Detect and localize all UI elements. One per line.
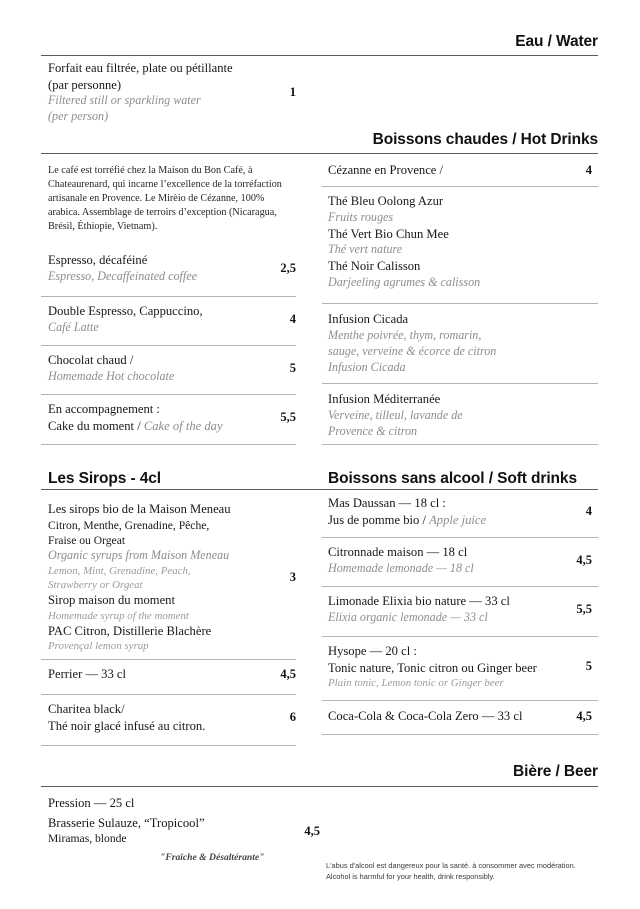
menu-item-text xyxy=(48,252,252,285)
item-name-fr: Sirop maison du moment xyxy=(48,593,175,608)
item-price: 5,5 xyxy=(280,410,296,425)
item-name-fr: Citronnade maison — 18 cl xyxy=(328,545,468,559)
item-name-fr-line2 xyxy=(48,418,252,435)
item-name-fr: Thé Bleu Oolong Azur xyxy=(328,194,444,208)
section-header-water: Eau / Water xyxy=(515,33,598,50)
legal-disclaimer xyxy=(326,860,606,883)
item-divider xyxy=(41,745,296,746)
item-name-en-line2: (per person) xyxy=(48,109,109,124)
item-name-fr: Limonade Elixia bio nature — 33 cl xyxy=(328,594,510,608)
item-price: 4 xyxy=(585,162,592,177)
item-name-fr-line2 xyxy=(328,512,552,529)
menu-item-charitea-black xyxy=(48,701,296,734)
item-divider xyxy=(322,700,598,701)
menu-item-text xyxy=(328,495,552,528)
item-divider xyxy=(322,636,598,637)
item-name-en: Thé vert nature xyxy=(328,242,403,257)
menu-item-text xyxy=(48,60,252,125)
item-price: 4,5 xyxy=(280,666,296,681)
section-header-soft-drinks: Boissons sans alcool / Soft drinks xyxy=(328,470,577,487)
item-name-fr: Double Espresso, Cappuccino, xyxy=(48,304,203,318)
section-rule-water xyxy=(41,55,598,56)
item-price: 5 xyxy=(585,659,592,674)
item-divider xyxy=(322,537,598,538)
menu-item-hysope xyxy=(328,643,592,690)
item-name-fr: Cézanne en Provence / xyxy=(328,163,444,177)
section-header-syrups: Les Sirops - 4cl xyxy=(48,470,161,487)
menu-item-infusion-cicada xyxy=(328,311,592,375)
item-divider xyxy=(322,383,598,384)
item-name-fr-line2: (par personne) xyxy=(48,77,122,92)
section-rule-hot-drinks xyxy=(41,153,598,154)
item-name-fr: Les sirops bio de la Maison Meneau xyxy=(48,502,231,516)
item-name-en-line1: Verveine, tilleul, lavande de xyxy=(328,407,463,422)
item-divider xyxy=(41,394,296,395)
item-name-fr: Chocolat chaud / xyxy=(48,353,134,367)
item-name-fr-line1: Pression — 25 cl xyxy=(48,796,135,810)
item-name-en-line3: Infusion Cicada xyxy=(328,359,406,374)
item-name-fr: Thé Noir Calisson xyxy=(328,259,421,274)
item-detail-fr: Fraise ou Orgeat xyxy=(48,533,126,547)
item-price: 2,5 xyxy=(280,260,296,275)
item-name-fr-line2: Brasserie Sulauze, “Tropicool” xyxy=(48,815,205,830)
item-name-fr-line1: En accompagnement : xyxy=(48,402,160,416)
item-name-fr: Infusion Méditerranée xyxy=(328,392,441,406)
menu-item-thes xyxy=(328,193,592,291)
menu-item-chocolat-chaud xyxy=(48,352,296,385)
section-rule-syrups-softdrinks xyxy=(41,489,598,490)
menu-item-text xyxy=(328,643,552,690)
item-divider xyxy=(41,694,296,695)
menu-item-espresso xyxy=(48,252,296,285)
item-price: 4 xyxy=(585,504,592,519)
item-price: 5,5 xyxy=(576,601,592,616)
item-divider xyxy=(41,659,296,660)
item-divider xyxy=(41,296,296,297)
item-name-en-line1: Filtered still or sparkling water xyxy=(48,93,201,108)
section-rule-beer xyxy=(41,786,598,787)
menu-item-text xyxy=(48,401,252,434)
legal-disclaimer-fr: L'abus d'alcool est dangereux pour la santé. à consommer avec modération. xyxy=(326,861,576,870)
item-divider xyxy=(322,734,598,735)
item-divider xyxy=(41,345,296,346)
item-name-fr-line2: Tonic nature, Tonic citron ou Ginger beer xyxy=(328,660,537,675)
item-detail-en: Strawberry or Orgeat xyxy=(48,578,143,591)
item-name-fr: Espresso, décaféiné xyxy=(48,253,148,267)
item-name-fr-line1: Hysope — 20 cl : xyxy=(328,644,417,658)
item-name-fr-line1: Mas Daussan — 18 cl : xyxy=(328,496,446,510)
menu-item-infusion-mediterranee xyxy=(328,391,592,440)
item-name-fr: Cake du moment / xyxy=(48,418,141,433)
item-name-en: Espresso, Decaffeinated coffee xyxy=(48,268,197,283)
menu-item-text xyxy=(48,701,252,734)
item-name-fr-line1: Charitea black/ xyxy=(48,702,125,716)
item-name-en: Café Latte xyxy=(48,319,99,334)
item-divider xyxy=(322,586,598,587)
menu-item-text xyxy=(328,708,552,725)
item-name-fr: Perrier — 33 cl xyxy=(48,667,126,681)
menu-item-text xyxy=(328,162,552,179)
menu-item-mas-daussan xyxy=(328,495,592,528)
item-name-fr: Thé Vert Bio Chun Mee xyxy=(328,226,449,241)
menu-item-citronnade-maison xyxy=(328,544,592,577)
item-name-en: Plain tonic, Lemon tonic or Ginger beer xyxy=(328,677,504,690)
menu-item-sirops-bio xyxy=(48,501,296,654)
menu-item-double-espresso xyxy=(48,303,296,336)
item-name-en: Provençal lemon syrup xyxy=(48,640,149,653)
menu-item-text xyxy=(328,593,552,626)
menu-item-text xyxy=(48,352,252,385)
menu-item-limonade-elixia xyxy=(328,593,592,626)
item-name-fr-line3: Miramas, blonde xyxy=(48,832,127,846)
item-divider xyxy=(322,186,598,187)
item-name-fr-line1: Forfait eau filtrée, plate ou pétillante xyxy=(48,61,233,75)
item-price: 4 xyxy=(289,311,296,326)
item-name-en-line2: Provence & citron xyxy=(328,423,418,438)
section-header-beer: Bière / Beer xyxy=(513,763,598,780)
item-name-fr: Coca-Cola & Coca-Cola Zero — 33 cl xyxy=(328,709,523,723)
item-price: 6 xyxy=(289,710,296,725)
item-price: 4,5 xyxy=(304,824,320,838)
item-price: 4,5 xyxy=(576,552,592,567)
menu-item-pression xyxy=(48,795,288,846)
item-price: 1 xyxy=(289,85,296,100)
legal-disclaimer-en: Alcohol is harmful for your health, drink responsibly. xyxy=(326,872,495,882)
item-name-en: Homemade lemonade — 18 cl xyxy=(328,560,474,575)
item-detail-fr: Citron, Menthe, Grenadine, Pêche, xyxy=(48,518,210,532)
menu-item-coca-cola xyxy=(328,708,592,725)
item-divider xyxy=(322,444,598,445)
item-price: 3 xyxy=(289,569,296,584)
item-detail-en: Lemon, Mint, Grenadine, Peach, xyxy=(48,564,191,577)
item-divider xyxy=(41,444,296,445)
item-name-en: Fruits rouges xyxy=(328,209,394,224)
menu-item-perrier xyxy=(48,666,296,683)
item-price: 5 xyxy=(289,360,296,375)
coffee-description: Le café est torréfié chez la Maison du Bon Café, à Chateaurenard, qui incarne l’excellence de la torréfaction artisanale en Provence. Le Mirèio de Cézanne, 100% arabica. Assemblage de terroirs d’exception (Nicaragua, Brésil, Éthiopie, Vietnam). xyxy=(48,165,282,233)
beer-tagline: "Fraîche & Désaltérante" xyxy=(160,852,265,863)
item-divider xyxy=(322,303,598,304)
item-name-en: Organic syrups from Maison Meneau xyxy=(48,547,230,562)
item-name-en: Apple juice xyxy=(429,512,487,527)
menu-item-text xyxy=(48,303,252,336)
item-name-en-line1: Menthe poivrée, thym, romarin, xyxy=(328,327,482,342)
menu-item-forfait-eau xyxy=(48,60,296,125)
menu-item-text xyxy=(48,666,252,683)
menu-item-text xyxy=(48,501,252,654)
item-name-en: Homemade syrup of the moment xyxy=(48,609,189,622)
item-name-fr: Jus de pomme bio / xyxy=(328,512,426,527)
item-name-en-line2: sauge, verveine & écorce de citron xyxy=(328,343,497,358)
item-name-en: Cake of the day xyxy=(143,418,223,433)
item-name-en: Darjeeling agrumes & calisson xyxy=(328,274,481,289)
item-name-fr: Infusion Cicada xyxy=(328,312,409,326)
item-name-en: Elixia organic lemonade — 33 cl xyxy=(328,609,488,624)
item-name-fr: PAC Citron, Distillerie Blachère xyxy=(48,623,212,638)
section-header-hot-drinks: Boissons chaudes / Hot Drinks xyxy=(372,131,598,148)
item-name-fr-line2: Thé noir glacé infusé au citron. xyxy=(48,718,206,733)
menu-item-cake-du-moment xyxy=(48,401,296,434)
menu-item-cezanne-en-provence xyxy=(328,162,592,179)
menu-item-text xyxy=(328,544,552,577)
item-price: 4,5 xyxy=(576,708,592,723)
item-name-en: Homemade Hot chocolate xyxy=(48,368,175,383)
